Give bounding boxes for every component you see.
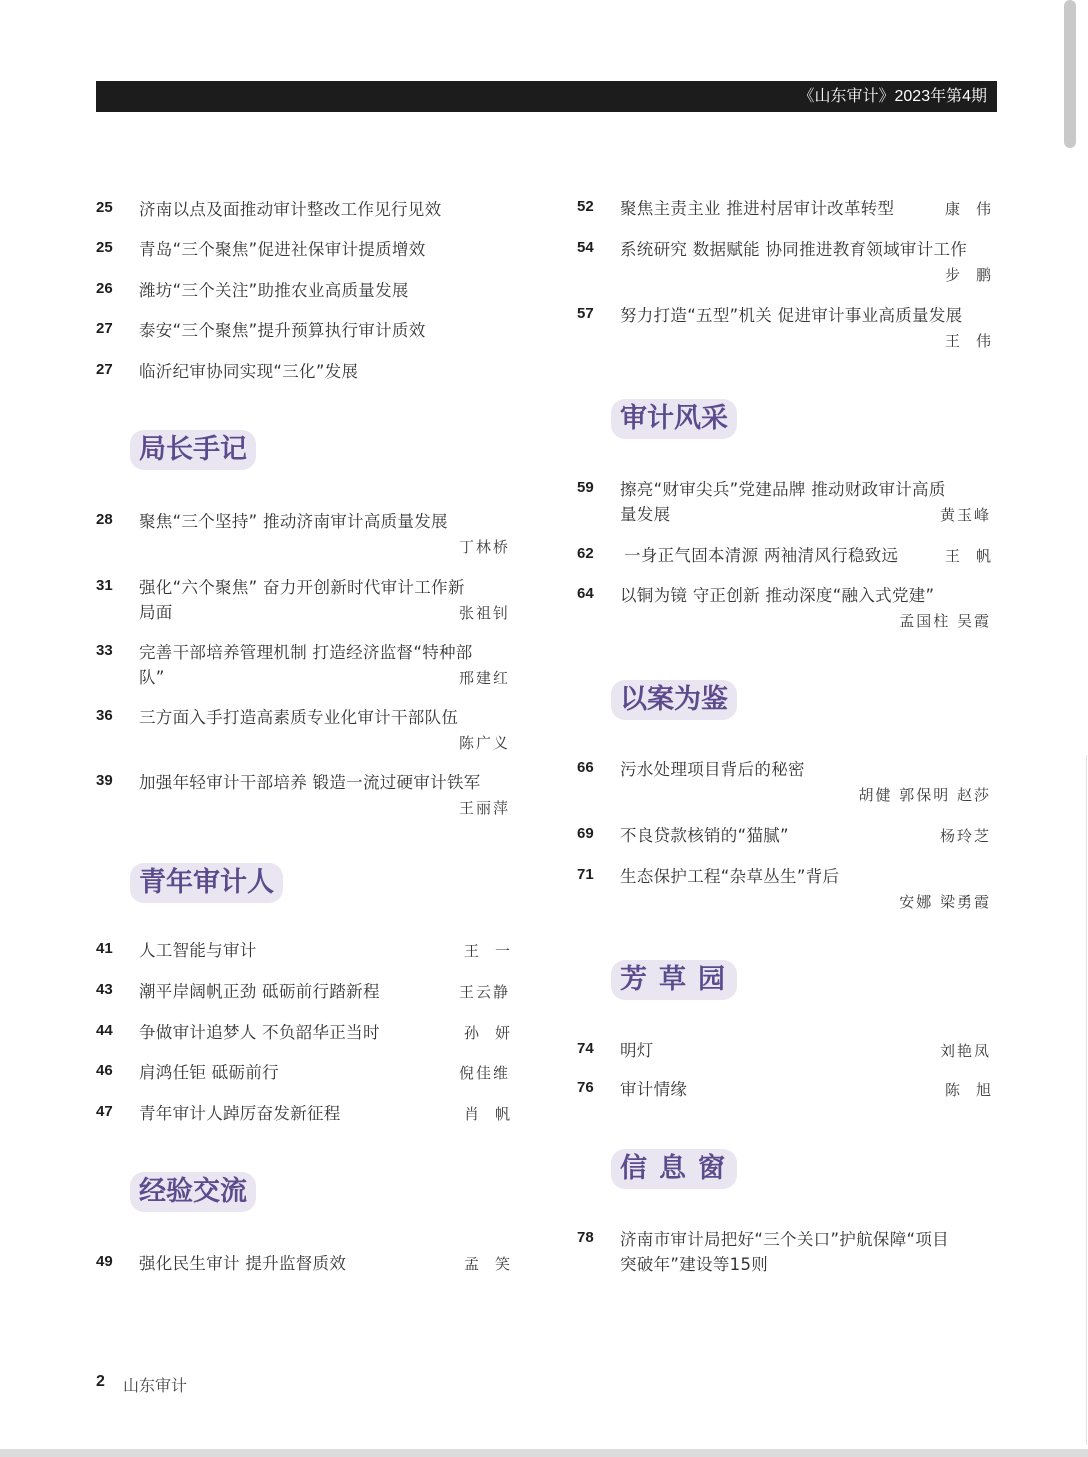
entry-title: 肩鸿任钜 砥砺前行 xyxy=(139,1063,279,1082)
toc-entry[interactable] xyxy=(96,771,510,823)
toc-entry[interactable] xyxy=(577,478,991,530)
section-heading-jingyan: 经验交流 xyxy=(130,1172,256,1212)
entry-author: 陈旭 xyxy=(944,1081,1007,1099)
page-number: 31 xyxy=(96,577,113,594)
entry-title: 泰安“三个聚焦”提升预算执行审计质效 xyxy=(139,321,426,340)
footer-page-number: 2 xyxy=(96,1373,105,1390)
entry-title-line1: 济南市审计局把好“三个关口”护航保障“项目 xyxy=(620,1230,949,1249)
toc-entry[interactable] xyxy=(577,238,1007,290)
toc-entry[interactable] xyxy=(96,510,510,562)
toc-entry[interactable] xyxy=(577,1228,991,1280)
page-number: 54 xyxy=(577,239,594,256)
page-number: 28 xyxy=(96,511,113,528)
issue-title: 《山东审计》2023年第4期 xyxy=(798,88,987,105)
entry-author: 倪佳维 xyxy=(458,1064,510,1082)
entry-title: 明灯 xyxy=(620,1041,654,1060)
entry-title: 聚焦主责主业 推进村居审计改革转型 xyxy=(620,199,895,218)
page-number: 59 xyxy=(577,479,594,496)
entry-author: 王丽萍 xyxy=(458,799,510,817)
entry-title: 一身正气固本清源 两袖清风行稳致远 xyxy=(624,546,899,565)
entry-title: 审计情缘 xyxy=(620,1080,688,1099)
entry-title: 人工智能与审计 xyxy=(139,941,257,960)
section-heading-qingnian: 青年审计人 xyxy=(130,863,283,903)
entry-title-line2: 突破年”建设等15则 xyxy=(620,1255,769,1274)
entry-title: 三方面入手打造高素质专业化审计干部队伍 xyxy=(139,708,459,727)
entry-author: 张祖钊 xyxy=(458,604,510,622)
page-number: 64 xyxy=(577,585,594,602)
page-number: 43 xyxy=(96,981,113,998)
entry-title-line2: 队” xyxy=(139,668,165,687)
header-bar xyxy=(96,81,997,112)
page-number: 25 xyxy=(96,239,113,256)
page-number: 26 xyxy=(96,280,113,297)
toc-entry[interactable] xyxy=(577,304,1007,356)
entry-title: 生态保护工程“杂草丛生”背后 xyxy=(620,867,840,886)
page-number: 66 xyxy=(577,759,594,776)
entry-title-line1: 完善干部培养管理机制 打造经济监督“特种部 xyxy=(139,643,473,662)
page-number: 76 xyxy=(577,1079,594,1096)
toc-entry[interactable] xyxy=(96,1252,526,1304)
entry-title: 系统研究 数据赋能 协同推进教育领域审计工作 xyxy=(620,240,968,259)
entry-author: 杨玲芝 xyxy=(939,827,991,845)
section-heading-juzhang: 局长手记 xyxy=(130,430,256,470)
page-number: 62 xyxy=(577,545,594,562)
entry-title-line1: 擦亮“财审尖兵”党建品牌 推动财政审计高质 xyxy=(620,480,946,499)
entry-author: 邢建红 xyxy=(458,669,510,687)
page-number: 25 xyxy=(96,199,113,216)
toc-entry[interactable] xyxy=(96,360,510,412)
entry-author: 胡健 郭保明 赵莎 xyxy=(858,786,991,804)
entry-author: 王一 xyxy=(463,942,526,960)
entry-title-line2: 量发展 xyxy=(620,505,671,524)
toc-entry[interactable] xyxy=(96,706,510,758)
page-number: 27 xyxy=(96,361,113,378)
toc-entry[interactable] xyxy=(96,576,510,628)
page-number: 74 xyxy=(577,1040,594,1057)
entry-title: 不良贷款核销的“猫腻” xyxy=(620,826,789,845)
entry-author: 安娜 梁勇霞 xyxy=(899,893,991,911)
page-number: 27 xyxy=(96,320,113,337)
entry-author: 王云静 xyxy=(458,983,510,1001)
bottom-edge xyxy=(0,1449,1088,1457)
toc-entry[interactable] xyxy=(577,865,991,917)
page-number: 49 xyxy=(96,1253,113,1270)
page-number: 33 xyxy=(96,642,113,659)
page-number: 71 xyxy=(577,866,594,883)
scrollbar[interactable] xyxy=(1064,0,1076,148)
page-number: 46 xyxy=(96,1062,113,1079)
entry-title: 努力打造“五型”机关 促进审计事业高质量发展 xyxy=(620,306,963,325)
page-number: 41 xyxy=(96,940,113,957)
section-heading-fangcao: 芳草园 xyxy=(611,960,737,1000)
entry-title: 潍坊“三个关注”助推农业高质量发展 xyxy=(139,281,409,300)
toc-entry[interactable] xyxy=(96,1102,526,1154)
entry-title: 污水处理项目背后的秘密 xyxy=(620,760,805,779)
page-edge-divider xyxy=(1086,755,1087,1445)
entry-title: 以铜为镜 守正创新 推动深度“融入式党建” xyxy=(620,586,935,605)
page-number: 39 xyxy=(96,772,113,789)
page-number: 78 xyxy=(577,1229,594,1246)
section-heading-fengcai: 审计风采 xyxy=(611,399,737,439)
entry-title: 济南以点及面推动审计整改工作见行见效 xyxy=(139,200,442,219)
entry-title: 争做审计追梦人 不负韶华正当时 xyxy=(139,1023,380,1042)
entry-title: 青年审计人踔厉奋发新征程 xyxy=(139,1104,341,1123)
section-heading-yian: 以案为鉴 xyxy=(611,680,737,720)
entry-title-line1: 强化“六个聚焦” 奋力开创新时代审计工作新 xyxy=(139,578,465,597)
footer-magazine-name: 山东审计 xyxy=(123,1376,188,1395)
entry-title: 聚焦“三个坚持” 推动济南审计高质量发展 xyxy=(139,512,448,531)
toc-entry[interactable] xyxy=(577,1078,1007,1130)
entry-title: 青岛“三个聚焦”促进社保审计提质增效 xyxy=(139,240,426,259)
toc-entry[interactable] xyxy=(577,584,991,636)
entry-author: 孙妍 xyxy=(463,1024,526,1042)
entry-author: 王伟 xyxy=(944,332,1007,350)
entry-title: 潮平岸阔帆正劲 砥砺前行踏新程 xyxy=(139,982,380,1001)
page-number: 57 xyxy=(577,305,594,322)
entry-author: 肖帆 xyxy=(463,1105,526,1123)
entry-title: 加强年轻审计干部培养 锻造一流过硬审计铁军 xyxy=(139,773,481,792)
entry-author: 陈广义 xyxy=(458,734,510,752)
entry-author: 孟国柱 吴霞 xyxy=(899,612,991,630)
entry-author: 康伟 xyxy=(944,200,1007,218)
entry-title-line2: 局面 xyxy=(139,603,173,622)
toc-entry[interactable] xyxy=(577,758,991,810)
entry-author: 刘艳凤 xyxy=(939,1042,991,1060)
page-number: 44 xyxy=(96,1022,113,1039)
entry-author: 黄玉峰 xyxy=(939,506,991,524)
entry-title: 临沂纪审协同实现“三化”发展 xyxy=(139,362,359,381)
entry-author: 步鹏 xyxy=(944,266,1007,284)
entry-author: 孟笑 xyxy=(463,1255,526,1273)
page-number: 36 xyxy=(96,707,113,724)
section-heading-xinxi: 信息窗 xyxy=(611,1149,737,1189)
page-number: 69 xyxy=(577,825,594,842)
toc-entry[interactable] xyxy=(96,641,510,693)
entry-author: 丁林桥 xyxy=(458,538,510,556)
entry-author: 王帆 xyxy=(944,547,1007,565)
page-number: 52 xyxy=(577,198,594,215)
entry-title: 强化民生审计 提升监督质效 xyxy=(139,1254,347,1273)
page-number: 47 xyxy=(96,1103,113,1120)
